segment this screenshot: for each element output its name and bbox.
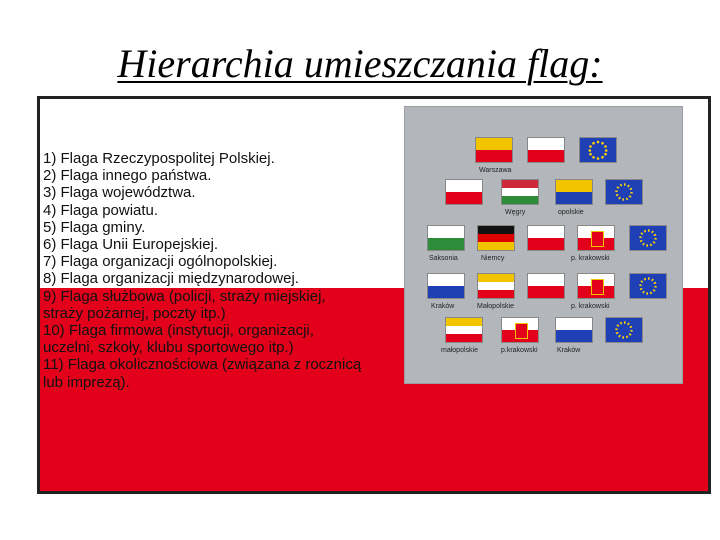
- flag-malopolskie: [445, 317, 483, 343]
- flag-poland: [445, 179, 483, 205]
- caption: Warszawa: [479, 167, 512, 174]
- list-item: 7) Flaga organizacji ogólnopolskiej.: [43, 253, 278, 271]
- caption: Saksonia: [429, 255, 458, 262]
- caption: Kraków: [431, 303, 455, 310]
- caption: Niemcy: [481, 255, 505, 262]
- list-item: 4) Flaga powiatu.: [43, 201, 159, 219]
- caption: p. krakowski: [571, 303, 610, 310]
- flag-eu: [629, 225, 667, 251]
- flag-poland: [527, 273, 565, 299]
- flag-hungary: [501, 179, 539, 205]
- hierarchy-list: [43, 150, 363, 391]
- caption: Węgry: [505, 209, 526, 216]
- caption: p.krakowski: [501, 347, 538, 354]
- flag-warszawa: [475, 137, 513, 163]
- flag-germany: [477, 225, 515, 251]
- list-item: 3) Flaga województwa.: [43, 184, 196, 202]
- caption: opolskie: [558, 209, 584, 216]
- flag-poland: [527, 225, 565, 251]
- flag-powiat-krakowski: [577, 225, 615, 251]
- flag-opolskie: [555, 179, 593, 205]
- flag-poland: [527, 137, 565, 163]
- list-item: 9) Flaga służbowa (policji, straży miejskiej, straży pożarnej, poczty itp.): [43, 287, 326, 322]
- flag-powiat-krakowski: [501, 317, 539, 343]
- list-item: 6) Flaga Unii Europejskiej.: [43, 236, 219, 254]
- caption: małopolskie: [441, 347, 478, 354]
- page-title: Hierarchia umieszczania flag:: [117, 41, 603, 86]
- list-item: 2) Flaga innego państwa.: [43, 167, 212, 185]
- list-item: 5) Flaga gminy.: [43, 218, 146, 236]
- flag-eu: [605, 179, 643, 205]
- list-item: 10) Flaga firmowa (instytucji, organizacji, uczelni, szkoły, klubu sportowego itp.): [43, 322, 314, 357]
- list-item: 1) Flaga Rzeczypospolitej Polskiej.: [43, 150, 275, 167]
- flag-saxony: [427, 225, 465, 251]
- flag-krakow: [427, 273, 465, 299]
- caption: Kraków: [557, 347, 581, 354]
- flag-krakow: [555, 317, 593, 343]
- flag-eu: [579, 137, 617, 163]
- caption: Małopolskie: [477, 303, 514, 310]
- flag-powiat-krakowski: [577, 273, 615, 299]
- flag-arrangement-image: [404, 106, 683, 384]
- list-item: 8) Flaga organizacji międzynarodowej.: [43, 270, 299, 288]
- list-item: 11) Flaga okolicznościowa (związana z rocznicą lub imprezą).: [43, 356, 362, 391]
- caption: p. krakowski: [571, 255, 610, 262]
- flag-eu: [605, 317, 643, 343]
- flag-eu: [629, 273, 667, 299]
- flag-malopolskie: [477, 273, 515, 299]
